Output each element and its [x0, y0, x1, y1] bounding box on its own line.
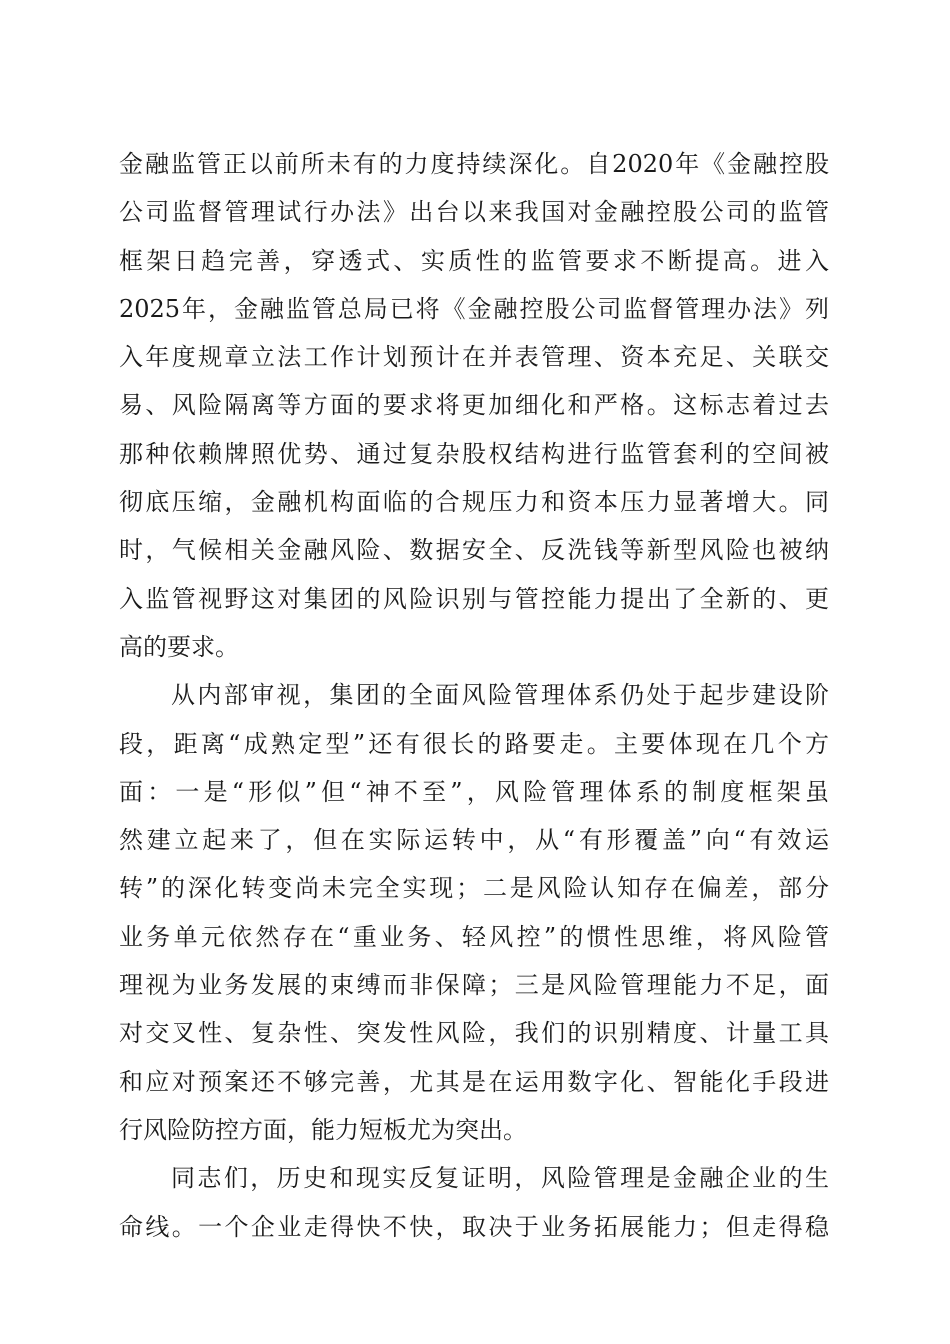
paragraph-regulation	[119, 140, 829, 671]
text-line: 入年度规章立法工作计划预计在并表管理、资本充足、关联交	[119, 343, 829, 372]
text-line: 转”的深化转变尚未完全实现；二是风险认知存在偏差，部分	[119, 874, 829, 903]
text-line: 段，距离“成熟定型”还有很长的路要走。主要体现在几个方	[119, 729, 829, 758]
text-line: 命线。一个企业走得快不快，取决于业务拓展能力；但走得稳	[119, 1212, 829, 1241]
document-body	[119, 140, 829, 1251]
text-line: 框架日趋完善，穿透式、实质性的监管要求不断提高。进入	[119, 246, 829, 275]
text-line: 业务单元依然存在“重业务、轻风控”的惯性思维，将风险管	[119, 922, 829, 951]
paragraph-internal-review	[119, 671, 829, 1154]
text-line: 行风险防控方面，能力短板尤为突出。	[119, 1115, 527, 1144]
text-line: 彻底压缩，金融机构面临的合规压力和资本压力显著增大。同	[119, 488, 829, 517]
text-line: 2025年，金融监管总局已将《金融控股公司监督管理办法》列	[119, 294, 829, 323]
text-line: 面：一是“形似”但“神不至”，风险管理体系的制度框架虽	[119, 777, 829, 806]
text-line: 金融监管正以前所未有的力度持续深化。自2020年《金融控股	[119, 150, 829, 178]
text-line: 从内部审视，集团的全面风险管理体系仍处于起步建设阶	[171, 681, 829, 710]
text-line: 时，气候相关金融风险、数据安全、反洗钱等新型风险也被纳	[119, 536, 829, 565]
paragraph-lifeline	[119, 1154, 829, 1251]
text-line: 公司监督管理试行办法》出台以来我国对金融控股公司的监管	[119, 198, 829, 227]
text-line: 入监管视野这对集团的风险识别与管控能力提出了全新的、更	[119, 584, 829, 613]
text-line: 对交叉性、复杂性、突发性风险，我们的识别精度、计量工具	[119, 1019, 829, 1048]
text-line: 高的要求。	[119, 632, 239, 661]
text-line: 易、风险隔离等方面的要求将更加细化和严格。这标志着过去	[119, 391, 829, 420]
text-line: 理视为业务发展的束缚而非保障；三是风险管理能力不足，面	[119, 971, 829, 1000]
text-line: 同志们，历史和现实反复证明，风险管理是金融企业的生	[171, 1164, 829, 1193]
text-line: 然建立起来了，但在实际运转中，从“有形覆盖”向“有效运	[119, 826, 829, 855]
text-line: 那种依赖牌照优势、通过复杂股权结构进行监管套利的空间被	[119, 439, 829, 468]
text-line: 和应对预案还不够完善，尤其是在运用数字化、智能化手段进	[119, 1067, 829, 1096]
